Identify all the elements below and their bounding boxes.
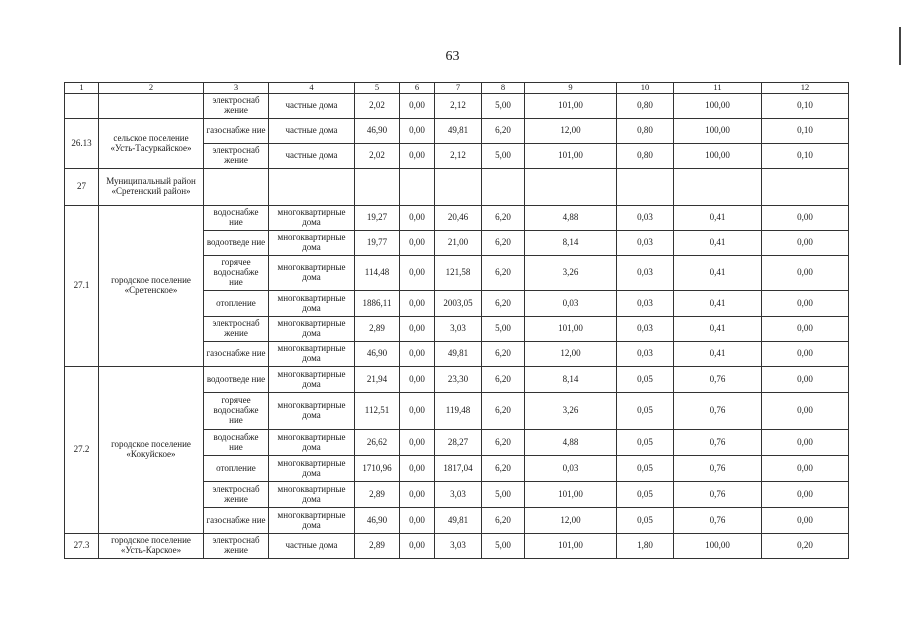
- value-cell: 6,20: [482, 456, 525, 482]
- settlement-cell: городское поселение «Кокуйское»: [99, 367, 204, 534]
- value-cell: 5,00: [482, 534, 525, 559]
- service-cell: электроснаб жение: [204, 482, 269, 508]
- column-number: 7: [435, 83, 482, 94]
- value-cell: 0,03: [525, 456, 617, 482]
- value-cell: 100,00: [674, 94, 762, 119]
- value-cell: 4,88: [525, 206, 617, 231]
- value-cell: 5,00: [482, 482, 525, 508]
- value-cell: 0,00: [762, 482, 849, 508]
- column-number: 10: [617, 83, 674, 94]
- housing-type-cell: многоквартирные дома: [269, 342, 355, 367]
- value-cell: 19,77: [355, 231, 400, 256]
- value-cell: 0,00: [762, 456, 849, 482]
- value-cell: 0,00: [762, 256, 849, 291]
- item-number-cell: 27.3: [65, 534, 99, 559]
- value-cell: 26,62: [355, 430, 400, 456]
- value-cell: 0,05: [617, 508, 674, 534]
- value-cell: 0,41: [674, 206, 762, 231]
- value-cell: 0,80: [617, 144, 674, 169]
- value-cell: 0,00: [400, 94, 435, 119]
- value-cell: 0,76: [674, 430, 762, 456]
- value-cell: 0,80: [617, 119, 674, 144]
- value-cell: 1710,96: [355, 456, 400, 482]
- value-cell: 121,58: [435, 256, 482, 291]
- column-number: 6: [400, 83, 435, 94]
- value-cell: 0,00: [400, 119, 435, 144]
- value-cell: 4,88: [525, 430, 617, 456]
- table-row: [65, 94, 849, 119]
- value-cell: 0,00: [400, 456, 435, 482]
- value-cell: 6,20: [482, 430, 525, 456]
- item-number-cell: 26.13: [65, 119, 99, 169]
- housing-type-cell: многоквартирные дома: [269, 206, 355, 231]
- housing-type-cell: многоквартирные дома: [269, 456, 355, 482]
- value-cell: 0,05: [617, 393, 674, 430]
- value-cell: 23,30: [435, 367, 482, 393]
- housing-type-cell: частные дома: [269, 144, 355, 169]
- value-cell: 28,27: [435, 430, 482, 456]
- tariff-table: [64, 82, 849, 559]
- housing-type-cell: многоквартирные дома: [269, 482, 355, 508]
- housing-type-cell: многоквартирные дома: [269, 393, 355, 430]
- value-cell: 2,02: [355, 144, 400, 169]
- value-cell: 0,03: [617, 256, 674, 291]
- value-cell: 119,48: [435, 393, 482, 430]
- value-cell: 0,00: [762, 291, 849, 317]
- value-cell: 101,00: [525, 317, 617, 342]
- column-number-row: [65, 83, 849, 94]
- value-cell: 2,89: [355, 534, 400, 559]
- value-cell: 0,00: [400, 508, 435, 534]
- value-cell: 6,20: [482, 206, 525, 231]
- value-cell: 0,00: [400, 430, 435, 456]
- housing-type-cell: многоквартирные дома: [269, 231, 355, 256]
- service-cell: электроснаб жение: [204, 534, 269, 559]
- item-number-cell: 27: [65, 169, 99, 206]
- value-cell: 5,00: [482, 317, 525, 342]
- value-cell: 0,41: [674, 342, 762, 367]
- housing-type-cell: многоквартирные дома: [269, 430, 355, 456]
- service-cell: горячее водоснабже ние: [204, 256, 269, 291]
- settlement-cell: [99, 94, 204, 119]
- value-cell: 3,03: [435, 317, 482, 342]
- value-cell: 0,00: [762, 508, 849, 534]
- value-cell: 2,02: [355, 94, 400, 119]
- value-cell: 12,00: [525, 119, 617, 144]
- value-cell: 0,00: [400, 534, 435, 559]
- value-cell: 3,26: [525, 393, 617, 430]
- service-cell: электроснаб жение: [204, 94, 269, 119]
- value-cell: 114,48: [355, 256, 400, 291]
- value-cell: 6,20: [482, 393, 525, 430]
- value-cell: 0,03: [617, 342, 674, 367]
- value-cell: 112,51: [355, 393, 400, 430]
- value-cell: 0,00: [400, 367, 435, 393]
- value-cell: 46,90: [355, 119, 400, 144]
- value-cell: 12,00: [525, 342, 617, 367]
- value-cell: 21,00: [435, 231, 482, 256]
- item-number-cell: 27.2: [65, 367, 99, 534]
- service-cell: водоотведе ние: [204, 231, 269, 256]
- district-name-cell: Муниципальный район «Сретенский район»: [99, 169, 204, 206]
- value-cell: 0,00: [400, 231, 435, 256]
- value-cell: 0,03: [617, 291, 674, 317]
- table-row: [65, 119, 849, 144]
- value-cell: 46,90: [355, 508, 400, 534]
- service-cell: электроснаб жение: [204, 317, 269, 342]
- value-cell: 0,41: [674, 256, 762, 291]
- value-cell: 0,00: [400, 342, 435, 367]
- housing-type-cell: частные дома: [269, 94, 355, 119]
- value-cell: 5,00: [482, 144, 525, 169]
- value-cell: 0,00: [762, 206, 849, 231]
- value-cell: 0,41: [674, 231, 762, 256]
- value-cell: 6,20: [482, 508, 525, 534]
- service-cell: газоснабже ние: [204, 508, 269, 534]
- value-cell: 0,76: [674, 367, 762, 393]
- value-cell: 0,10: [762, 94, 849, 119]
- column-number: 4: [269, 83, 355, 94]
- value-cell: 0,00: [762, 430, 849, 456]
- value-cell: 8,14: [525, 367, 617, 393]
- table-row: [65, 367, 849, 393]
- value-cell: 0,41: [674, 317, 762, 342]
- settlement-cell: сельское поселение «Усть-Тасуркайское»: [99, 119, 204, 169]
- value-cell: 0,76: [674, 482, 762, 508]
- housing-type-cell: многоквартирные дома: [269, 291, 355, 317]
- column-number: 1: [65, 83, 99, 94]
- table-row: [65, 206, 849, 231]
- value-cell: 0,00: [762, 393, 849, 430]
- value-cell: 101,00: [525, 482, 617, 508]
- value-cell: 49,81: [435, 508, 482, 534]
- value-cell: 0,00: [762, 231, 849, 256]
- service-cell: водоотведе ние: [204, 367, 269, 393]
- value-cell: 101,00: [525, 534, 617, 559]
- value-cell: 0,20: [762, 534, 849, 559]
- column-number: 12: [762, 83, 849, 94]
- service-cell: водоснабже ние: [204, 430, 269, 456]
- column-number: 8: [482, 83, 525, 94]
- settlement-cell: городское поселение «Сретенское»: [99, 206, 204, 367]
- value-cell: 6,20: [482, 231, 525, 256]
- value-cell: 0,76: [674, 393, 762, 430]
- value-cell: 101,00: [525, 94, 617, 119]
- value-cell: 0,00: [400, 256, 435, 291]
- service-cell: газоснабже ние: [204, 342, 269, 367]
- column-number: 5: [355, 83, 400, 94]
- value-cell: 100,00: [674, 119, 762, 144]
- value-cell: 0,80: [617, 94, 674, 119]
- service-cell: водоснабже ние: [204, 206, 269, 231]
- housing-type-cell: многоквартирные дома: [269, 256, 355, 291]
- service-cell: электроснаб жение: [204, 144, 269, 169]
- column-number: 3: [204, 83, 269, 94]
- value-cell: 6,20: [482, 291, 525, 317]
- value-cell: 0,05: [617, 456, 674, 482]
- value-cell: 0,10: [762, 144, 849, 169]
- value-cell: 0,00: [400, 482, 435, 508]
- value-cell: 0,41: [674, 291, 762, 317]
- item-number-cell: [65, 94, 99, 119]
- value-cell: 0,00: [400, 144, 435, 169]
- service-cell: отопление: [204, 291, 269, 317]
- value-cell: 0,05: [617, 482, 674, 508]
- column-number: 2: [99, 83, 204, 94]
- housing-type-cell: частные дома: [269, 119, 355, 144]
- value-cell: 0,00: [400, 291, 435, 317]
- value-cell: 100,00: [674, 534, 762, 559]
- service-cell: отопление: [204, 456, 269, 482]
- value-cell: 100,00: [674, 144, 762, 169]
- housing-type-cell: многоквартирные дома: [269, 508, 355, 534]
- value-cell: 0,00: [762, 317, 849, 342]
- value-cell: 1817,04: [435, 456, 482, 482]
- housing-type-cell: многоквартирные дома: [269, 367, 355, 393]
- value-cell: 6,20: [482, 256, 525, 291]
- value-cell: 2,89: [355, 317, 400, 342]
- value-cell: 3,26: [525, 256, 617, 291]
- value-cell: 6,20: [482, 367, 525, 393]
- value-cell: 0,00: [762, 342, 849, 367]
- value-cell: 49,81: [435, 119, 482, 144]
- value-cell: 20,46: [435, 206, 482, 231]
- value-cell: 0,76: [674, 508, 762, 534]
- settlement-cell: городское поселение «Усть-Карское»: [99, 534, 204, 559]
- value-cell: 46,90: [355, 342, 400, 367]
- value-cell: 5,00: [482, 94, 525, 119]
- value-cell: 49,81: [435, 342, 482, 367]
- page-number: 63: [445, 49, 460, 64]
- value-cell: 0,00: [762, 367, 849, 393]
- item-number-cell: 27.1: [65, 206, 99, 367]
- value-cell: 3,03: [435, 534, 482, 559]
- column-number: 9: [525, 83, 617, 94]
- district-row: [65, 169, 849, 206]
- value-cell: 3,03: [435, 482, 482, 508]
- housing-type-cell: частные дома: [269, 534, 355, 559]
- value-cell: 0,03: [525, 291, 617, 317]
- service-cell: горячее водоснабже ние: [204, 393, 269, 430]
- value-cell: 12,00: [525, 508, 617, 534]
- value-cell: 2,12: [435, 94, 482, 119]
- value-cell: 8,14: [525, 231, 617, 256]
- value-cell: 6,20: [482, 119, 525, 144]
- value-cell: 1886,11: [355, 291, 400, 317]
- value-cell: 0,00: [400, 317, 435, 342]
- value-cell: 0,76: [674, 456, 762, 482]
- housing-type-cell: многоквартирные дома: [269, 317, 355, 342]
- value-cell: 0,10: [762, 119, 849, 144]
- value-cell: 21,94: [355, 367, 400, 393]
- value-cell: 1,80: [617, 534, 674, 559]
- page-edge-mark: [899, 27, 901, 65]
- service-cell: газоснабже ние: [204, 119, 269, 144]
- value-cell: 0,03: [617, 206, 674, 231]
- value-cell: 0,00: [400, 393, 435, 430]
- value-cell: 6,20: [482, 342, 525, 367]
- value-cell: 0,03: [617, 231, 674, 256]
- value-cell: 0,03: [617, 317, 674, 342]
- value-cell: 2,89: [355, 482, 400, 508]
- value-cell: 0,05: [617, 367, 674, 393]
- value-cell: 0,00: [400, 206, 435, 231]
- value-cell: 2,12: [435, 144, 482, 169]
- value-cell: 19,27: [355, 206, 400, 231]
- value-cell: 101,00: [525, 144, 617, 169]
- value-cell: 0,05: [617, 430, 674, 456]
- column-number: 11: [674, 83, 762, 94]
- table-row: [65, 534, 849, 559]
- value-cell: 2003,05: [435, 291, 482, 317]
